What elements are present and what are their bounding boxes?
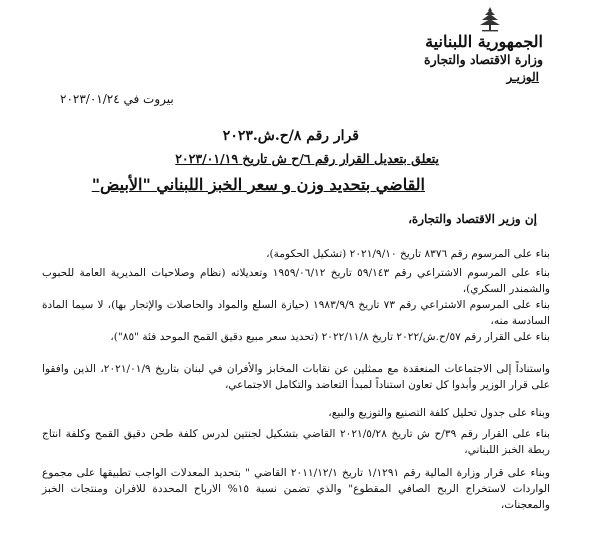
paragraph-text: واستناداً إلى الاجتماعات المنعقدة مع ممثلين عن نقابات المخابز والأفران في لبنان بتاريخ ٢٠٢١/٠١/٩، الذين وافقوا على قرار الوزير وأبدوا كل تعاون استناداً لمبدأ التعاضد والتكامل الاجتماعي، [42, 363, 550, 391]
paragraph-decree-government [42, 246, 550, 262]
minister-heading: الوزيـر [506, 70, 539, 84]
paragraph-text: بناء على القرار رقم ٣٩/ح ش تاريخ ٢٠٢١/٥/٢٨ القاضي بتشكيل لجنتين لدرس كلفة طحن دقيق القمح وكلفة انتاج ربطة الخبز اللبناني، [42, 428, 550, 456]
paragraph-decree-grains [42, 265, 550, 297]
paragraph-text: وبناء على قرار وزارة المالية رقم ١/١٢٩١ تاريخ ٢٠١١/١٢/١ القاضي " بتحديد المعدلات الواجب تطبيقها على مجموع الواردات لاستخراج الربح الصافي المقطوع" والذي تضمن نسبة ١٥% الارباح المحددة للافران ومنتجات الخبز والمعجنات، [42, 467, 551, 511]
paragraph-decision-flour-price [42, 329, 550, 345]
paragraph-finance-decision [42, 465, 550, 513]
paragraph-committees-decision [42, 426, 550, 458]
republic-heading: الجمهورية اللبنانية [425, 32, 543, 51]
paragraph-text: بناء على المرسوم رقم ٨٣٧٦ تاريخ ٢٠٢١/٩/١٠ (تشكيل الحكومة)، [266, 248, 550, 260]
paragraph-text: وبناء على جدول تحليل كلفة التصنيع والتوزيع والبيع، [328, 407, 550, 419]
paragraph-cost-table [42, 405, 550, 421]
paragraph-bakeries-meetings [42, 361, 550, 393]
decision-subject-line2: القاضي بتحديد وزن و سعر الخبز اللبناني "الأبيض" [91, 175, 425, 194]
paragraph-text: بناء على القرار رقم ٥٧/ح.ش/٢٠٢٢ تاريخ ٢٠٢٢/١١/٨ (تحديد سعر مبيع دقيق القمح الموحد فئة "٨٥")، [110, 331, 550, 343]
decision-subject-line1: يتعلق بتعديل القرار رقم ٦/ح ش تاريخ ٢٠٢٣/٠١/١٩ [175, 151, 439, 166]
addressee: إن وزير الاقتصاد والتجارة، [408, 212, 537, 226]
decision-title: قرار رقم ٨/ح.ش.٢٠٢٣ [222, 128, 359, 144]
cedar-emblem-icon [478, 6, 502, 32]
paragraph-text: بناء على المرسوم الاشتراعي رقم ٥٩/١٤٣ تاريخ ١٩٥٩/٠٦/١٢ وتعديلاته (نظام وصلاحيات المديرية العامة للحبوب والشمندر السكري)، [42, 267, 550, 295]
ministry-heading: وزارة الاقتصاد والتجارة [424, 52, 543, 67]
paragraph-text: بناء على المرسوم الاشتراعي رقم ٧٣ تاريخ ١٩٨٣/٩/٩ (حيازة السلع والمواد والحاصلات والإتجار بها)، لا سيما المادة السادسة منه، [42, 299, 550, 327]
date-line: بيروت في ٢٠٢٣/٠١/٢٤ [60, 92, 174, 106]
paragraph-decree-goods [42, 297, 550, 329]
